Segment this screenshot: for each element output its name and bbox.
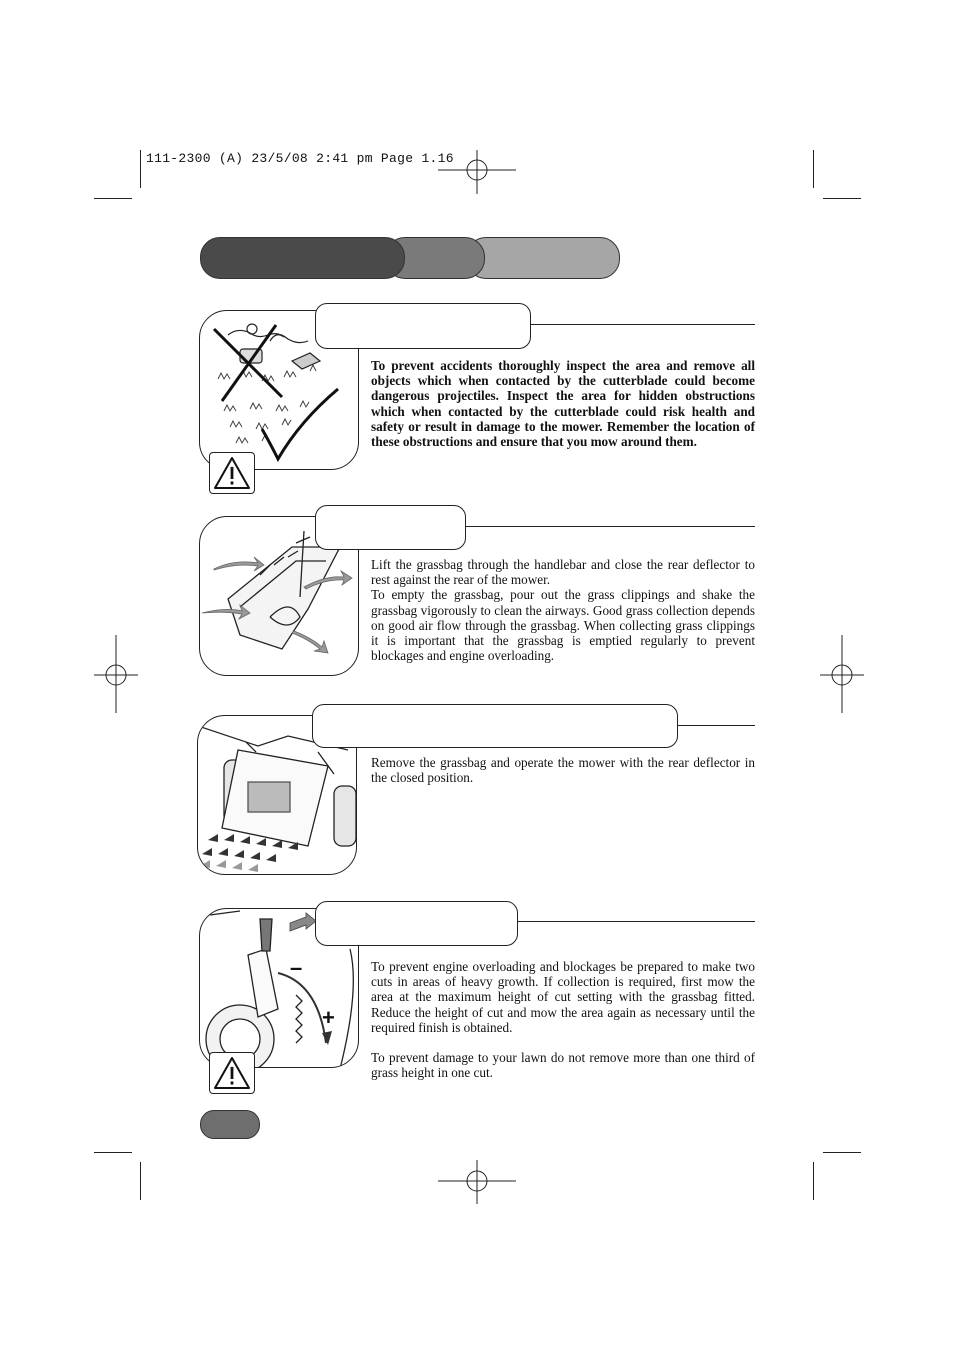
paragraph: Remove the grassbag and operate the mower with the rear deflector in the closed position. [371, 755, 755, 786]
paragraph: Lift the grassbag through the handlebar and close the rear deflector to rest against the rear of the mower. [371, 557, 755, 588]
paragraph: To empty the grassbag, pour out the grass clippings and shake the grassbag vigorously to clean the airways. Good grass collection depends on good air flow through the grassbag. When collecting grass clippings it is important that the grassbag is emptied regularly to prevent blockages and engine overloading. [371, 587, 755, 664]
title-rule [676, 725, 755, 726]
section-title-box [312, 704, 678, 748]
section-title-box [315, 901, 518, 946]
rear-deflector-text [371, 755, 755, 785]
tab-dark [200, 237, 405, 279]
title-rule [529, 324, 755, 325]
registration-mark-bottom [438, 1160, 518, 1206]
page-number-pill [200, 1110, 260, 1139]
registration-mark-top [438, 150, 518, 196]
tab-light [466, 237, 620, 279]
section-title-box [315, 303, 531, 349]
title-rule [464, 526, 755, 527]
plus-sign: + [322, 1005, 335, 1030]
inspect-text: To prevent accidents thoroughly inspect the area and remove all objects which when contacted by the cutterblade could become dangerous projectiles. Inspect the area for hidden obstructions which when contacted by the cutterblade could risk health and safety or result in damage to the mower. Remember the location of these obstructions and ensure that you mow around them. [371, 358, 755, 450]
paragraph: To prevent damage to your lawn do not remove more than one third of grass height in one cut. [371, 1050, 755, 1081]
section-title-box [315, 505, 466, 550]
print-slug: 111-2300 (A) 23/5/08 2:41 pm Page 1.16 [146, 151, 454, 166]
registration-mark-right [818, 635, 866, 715]
grassbag-text [371, 557, 755, 663]
height-of-cut-text [371, 959, 755, 1080]
title-rule [516, 921, 755, 922]
minus-sign: – [290, 955, 303, 980]
warning-triangle-icon [210, 453, 254, 493]
registration-mark-left [92, 635, 140, 715]
warning-triangle-icon [210, 1053, 254, 1093]
warning-box [209, 1052, 255, 1094]
paragraph: To prevent engine overloading and blockages be prepared to make two cuts in areas of heavy growth. If collection is required, first mow the area at the maximum height of cut setting with the grassbag fitted. Reduce the height of cut and mow the area again as necessary until the required finish is obtained. [371, 959, 755, 1035]
warning-box [209, 452, 255, 494]
